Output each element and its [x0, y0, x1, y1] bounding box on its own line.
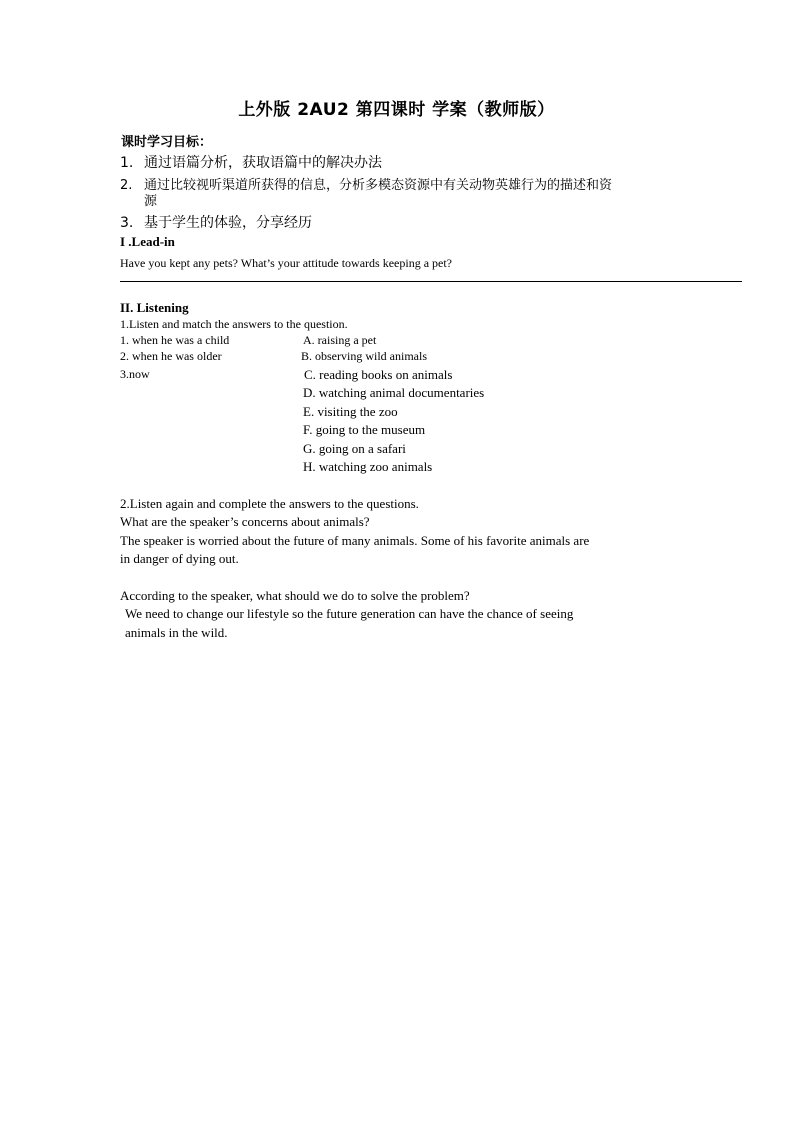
match-option-c: C. reading books on animals [304, 367, 453, 382]
match-question-1: 1. when he was a child [120, 333, 230, 347]
match-option-a: A. raising a pet [303, 333, 377, 347]
task2-question-1: What are the speaker’s concerns about animals? [120, 514, 370, 529]
task2-instruction: 2.Listen again and complete the answers to the questions. [120, 496, 419, 511]
objective-item-2-continuation: 源 [144, 194, 158, 209]
page-title: 上外版 2AU2 第四课时 学案（教师版） [238, 100, 555, 120]
objective-number: 2. [120, 178, 133, 193]
match-option-e: E. visiting the zoo [303, 404, 398, 419]
match-question-3: 3.now [120, 367, 150, 381]
listening-heading: II. Listening [120, 300, 189, 315]
objective-text: 通过语篇分析，获取语篇中的解决办法 [144, 155, 382, 171]
objective-item-1 [120, 152, 382, 172]
match-option-h: H. watching zoo animals [303, 459, 433, 474]
match-option-g: G. going on a safari [303, 441, 406, 456]
match-option-f: F. going to the museum [303, 422, 426, 437]
match-option-d: D. watching animal documentaries [303, 385, 485, 400]
objective-number: 3. [120, 215, 134, 231]
objective-item-2 [120, 174, 612, 193]
lead-in-heading: I .Lead-in [120, 234, 175, 249]
task1-instruction: 1.Listen and match the answers to the question. [120, 317, 348, 331]
objectives-heading: 课时学习目标： [121, 135, 213, 150]
objective-number: 1. [120, 155, 134, 171]
task2-answer-2-line-1: We need to change our lifestyle so the future generation can have the chance of seeing [125, 606, 574, 621]
task2-question-2: According to the speaker, what should we do to solve the problem? [120, 588, 470, 603]
lead-in-question: Have you kept any pets? What’s your attitude towards keeping a pet? [120, 256, 453, 270]
task2-answer-2-line-2: animals in the wild. [125, 625, 228, 640]
objective-item-3 [120, 212, 312, 232]
task2-answer-1-line-2: in danger of dying out. [120, 551, 239, 566]
answer-line [120, 281, 742, 282]
objective-text: 通过比较视听渠道所获得的信息，分析多模态资源中有关动物英雄行为的描述和资 [144, 178, 613, 193]
task2-answer-1-line-1: The speaker is worried about the future of many animals. Some of his favorite animals are [120, 533, 590, 548]
match-option-b: B. observing wild animals [301, 349, 427, 363]
match-question-2: 2. when he was older [120, 349, 222, 363]
objective-text: 基于学生的体验，分享经历 [144, 215, 312, 231]
